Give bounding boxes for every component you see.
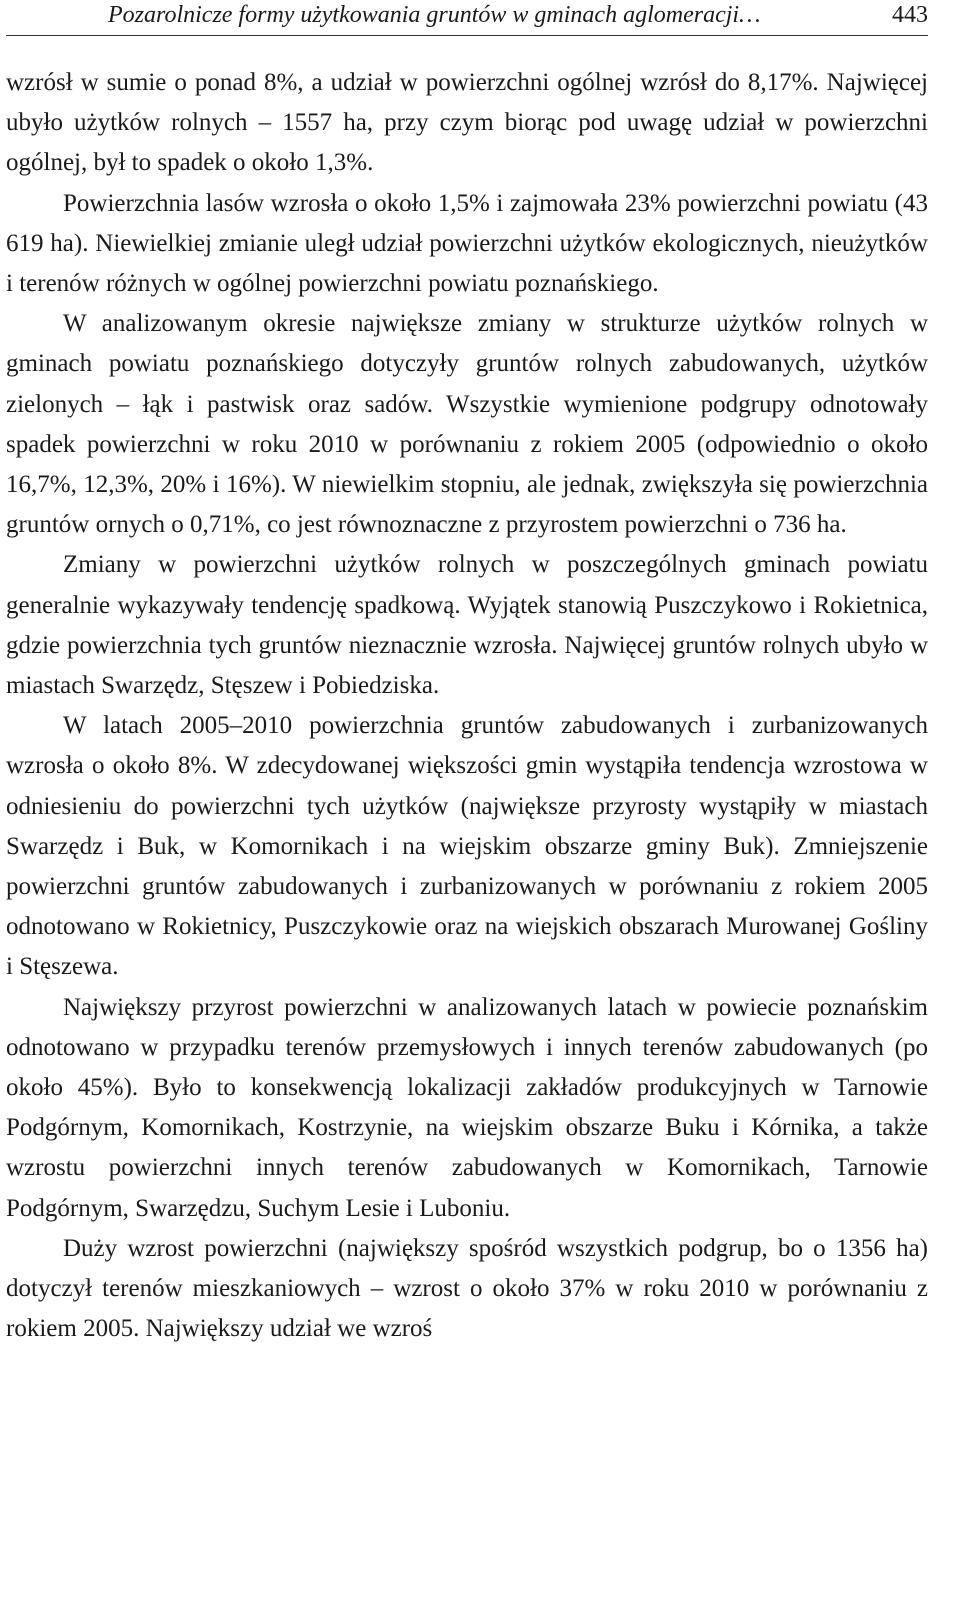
- paragraph-industrial-growth: Największy przyrost powierzchni w analizowanych latach w powiecie poznańskim odnotowano w przypadku terenów przemysłowych i innych terenów zabudowanych (po około 45%). Było to konsekwencją lokalizacji zakładów produkcyjnych w Tarnowie Podgórnym, Komornikach, Kostrzynie, na wiejskim obszarze Buku i Kórnika, a także wzrostu powierzchni innych terenów zabudowanych w Komornikach, Tarnowie Podgórnym, Swarzędzu, Suchym Lesie i Luboniu.: [6, 993, 928, 1222]
- paragraph-agricultural-structure: W analizowanym okresie największe zmiany w strukturze użytków rolnych w gminach powiatu poznańskiego dotyczyły gruntów rolnych zabudowanych, użytków zielonych – łąk i pastwisk oraz sadów. Wszystkie wymienione podgrupy odnotowały spadek powierzchni w roku 2010 w porównaniu z rokiem 2005 (odpowiednio o około 16,7%, 12,3%, 20% i 16%). W niewielkim stopniu, ale jednak, zwiększyła się powierzchnia gruntów ornych o 0,71%, co jest równoznaczne z przyrostem powierzchni o 736 ha.: [6, 310, 928, 539]
- paragraph-residential-growth: Duży wzrost powierzchni (największy spośród wszystkich podgrup, bo o 1356 ha) dotyczył terenów mieszkaniowych – wzrost o około 37% w roku 2010 w porównaniu z rokiem 2005. Największy udział we wzroś: [6, 1234, 928, 1343]
- body-text: [6, 63, 928, 1350]
- paragraph-continued: wzrósł w sumie o ponad 8%, a udział w powierzchni ogólnej wzrósł do 8,17%. Najwięcej ubyło użytków rolnych – 1557 ha, przy czym biorąc pod uwagę udział w powierzchni ogólnej, był to spadek o około 1,3%.: [6, 69, 928, 177]
- paragraph-municipal-changes: Zmiany w powierzchni użytków rolnych w poszczególnych gminach powiatu generalnie wykazywały tendencję spadkową. Wyjątek stanowią Puszczykowo i Rokietnica, gdzie powierzchnia tych gruntów nieznacznie wzrosła. Najwięcej gruntów rolnych ubyło w miastach Swarzędz, Stęszew i Pobiedziska.: [6, 551, 928, 700]
- paragraph-forests: Powierzchnia lasów wzrosła o około 1,5% i zajmowała 23% powierzchni powiatu (43 619 ha). Niewielkiej zmianie uległ udział powierzchni użytków ekologicznych, nieużytków i terenów różnych w ogólnej powierzchni powiatu poznańskiego.: [6, 189, 928, 298]
- running-title: Pozarolnicze formy użytkowania gruntów w gminach aglomeracji…: [108, 2, 761, 28]
- paragraph-built-up-land: W latach 2005–2010 powierzchnia gruntów zabudowanych i zurbanizowanych wzrosła o około 8%. W zdecydowanej większości gmin wystąpiła tendencja wzrostowa w odniesieniu do powierzchni tych użytków (największe przyrosty wystąpiły w miastach Swarzędz i Buk, w Komornikach i na wiejskim obszarze gminy Buk). Zmniejszenie powierzchni gruntów zabudowanych i zurbanizowanych w porównaniu z rokiem 2005 odnotowano w Rokietnicy, Puszczykowie oraz na wiejskich obszarach Murowanej Gośliny i Stęszewa.: [6, 712, 928, 981]
- running-header: [6, 0, 928, 36]
- page-number: 443: [892, 2, 928, 28]
